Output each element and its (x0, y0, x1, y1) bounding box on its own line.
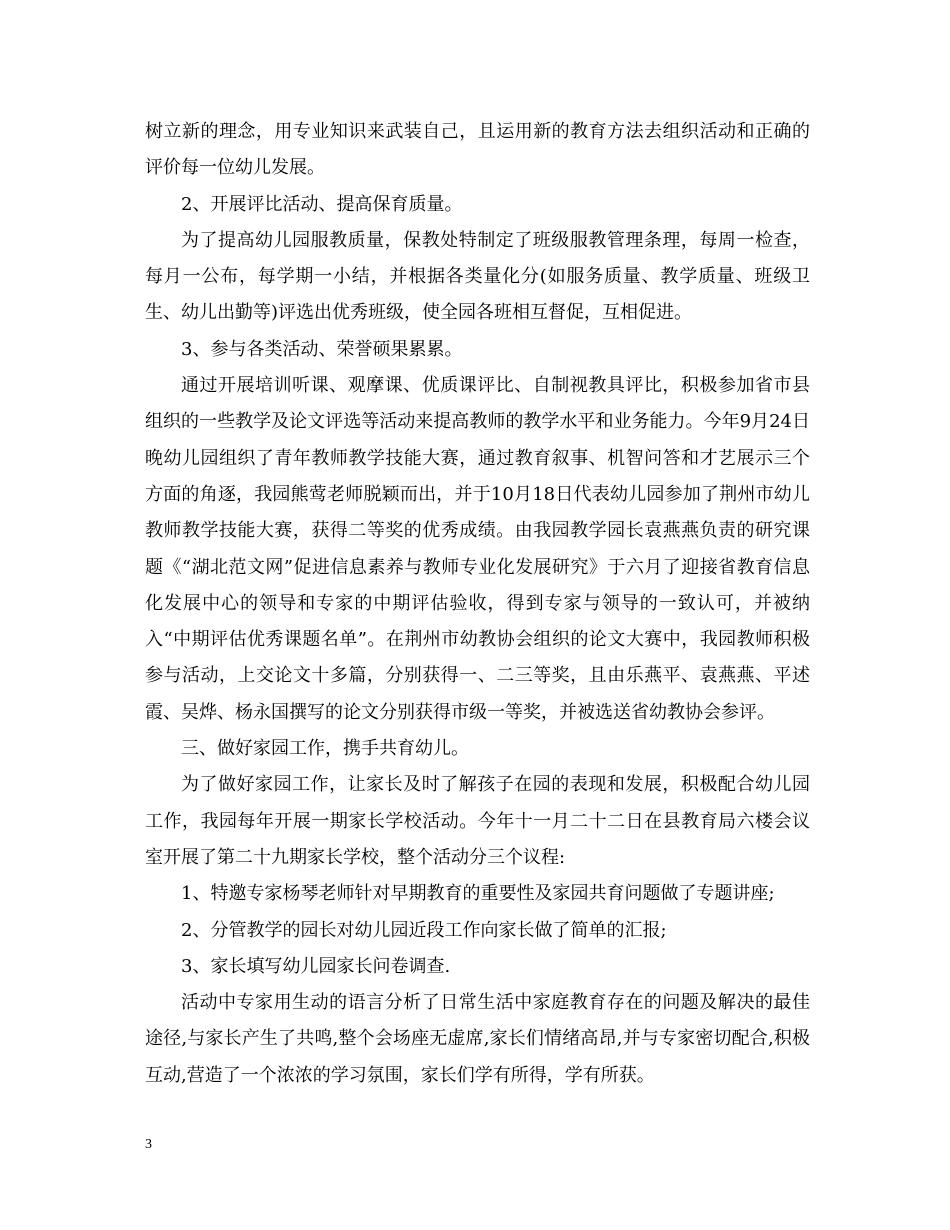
section-heading-3: 三、做好家园工作，携手共育幼儿。 (181, 738, 469, 760)
paragraph-continuation: 树立新的理念，用专业知识来武装自己，且运用新的教育方法去组织活动和正确的评价每一位幼儿发展。 (145, 121, 810, 179)
page-number: 3 (145, 1137, 152, 1152)
heading-item-2: 2、开展评比活动、提高保育质量。 (181, 193, 463, 215)
agenda-item-1: 1、特邀专家杨琴老师针对早期教育的重要性及家园共育问题做了专题讲座; (181, 883, 775, 905)
agenda-item-3: 3、家长填写幼儿园家长问卷调查. (181, 955, 451, 977)
paragraph-activities: 通过开展培训听课、观摩课、优质课评比、自制视教具评比，积极参加省市县组织的一些教学及论文评选等活动来提高教师的教学水平和业务能力。今年9月24日晚幼儿园组织了青年教师教学技能大赛，通过教育叙事、机智问答和才艺展示三个方面的角逐，我园熊莺老师脱颖而出，并于10月18日代表幼儿园参加了荆州市幼儿教师教学技能大赛，获得二等奖的优秀成绩。由我园教学园长袁燕燕负责的研究课题《“湖北范文网”促进信息素养与教师专业化发展研究》于六月了迎接省教育信息化发展中心的领导和专家的中期评估验收，得到专家与领导的一致认可，并被纳入“中期评估优秀课题名单”。在荆州市幼教协会组织的论文大赛中，我园教师积极参与活动，上交论文十多篇，分别获得一、二三等奖，且由乐燕平、袁燕燕、平述霞、吴烨、杨永国撰写的论文分别获得市级一等奖，并被选送省幼教协会参评。 (145, 375, 810, 723)
agenda-item-2: 2、分管教学的园长对幼儿园近段工作向家长做了简单的汇报; (181, 919, 667, 941)
heading-item-3: 3、参与各类活动、荣誉硕果累累。 (181, 338, 463, 360)
document-body (145, 114, 810, 1094)
paragraph-quality: 为了提高幼儿园服教质量，保教处特制定了班级服教管理条理，每周一检查，每月一公布，每学期一小结，并根据各类量化分(如服务质量、教学质量、班级卫生、幼儿出勤等)评选出优秀班级，使全园各班相互督促，互相促进。 (145, 229, 810, 324)
paragraph-parent-school: 为了做好家园工作，让家长及时了解孩子在园的表现和发展，积极配合幼儿园工作，我园每年开展一期家长学校活动。今年十一月二十二日在县教育局六楼会议室开展了第二十九期家长学校，整个活动分三个议程: (145, 774, 810, 868)
paragraph-summary: 活动中专家用生动的语言分析了日常生活中家庭教育存在的问题及解决的最佳途径,与家长产生了共鸣,整个会场座无虚席,家长们情绪高昂,并与专家密切配合,积极互动,营造了一个浓浓的学习氛围，家长们学有所得，学有所获。 (145, 992, 810, 1086)
